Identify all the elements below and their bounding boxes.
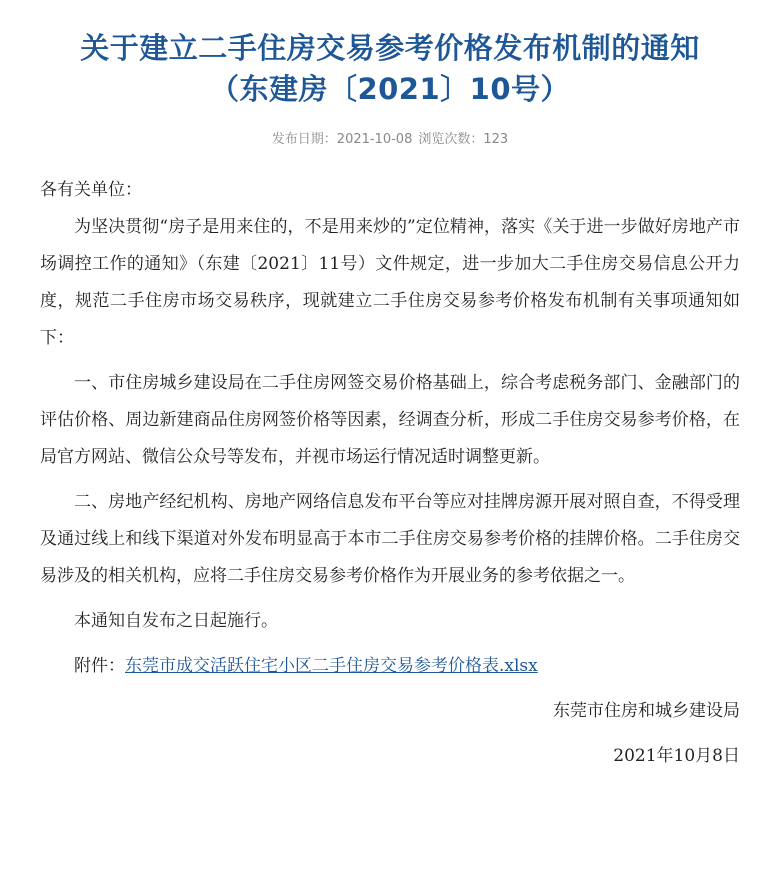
- article-body: [40, 172, 740, 775]
- title-line-1: 关于建立二手住房交易参考价格发布机制的通知: [80, 31, 700, 65]
- article-meta: [40, 130, 740, 150]
- publish-date-label: 发布日期：: [271, 132, 337, 147]
- attachment-link[interactable]: 东莞市成交活跃住宅小区二手住房交易参考价格表.xlsx: [125, 656, 538, 676]
- issuer-signature: 东莞市住房和城乡建设局: [553, 701, 740, 721]
- view-count-value: 123: [483, 132, 509, 147]
- page-title: [40, 28, 740, 110]
- title-line-2: （东建房〔2021〕10号）: [209, 72, 571, 106]
- attachment-row: [40, 648, 740, 685]
- issue-date: 2021年10月8日: [613, 746, 740, 766]
- paragraph-item-2: 二、房地产经纪机构、房地产网络信息发布平台等应对挂牌房源开展对照自查，不得受理及通过线上和线下渠道对外发布明显高于本市二手住房交易参考价格的挂牌价格。二手住房交易涉及的相关机构，应将二手住房交易参考价格作为开展业务的参考依据之一。: [40, 492, 740, 586]
- salutation: 各有关单位：: [40, 180, 142, 200]
- publish-date-value: 2021-10-08: [336, 132, 413, 147]
- paragraph-intro: 为坚决贯彻“房子是用来住的，不是用来炒的”定位精神，落实《关于进一步做好房地产市场调控工作的通知》（东建〔2021〕11号）文件规定，进一步加大二手住房交易信息公开力度，规范二手住房市场交易秩序，现就建立二手住房交易参考价格发布机制有关事项通知如下：: [40, 217, 740, 348]
- view-count-label: 浏览次数：: [418, 132, 484, 147]
- paragraph-item-1: 一、市住房城乡建设局在二手住房网签交易价格基础上，综合考虑税务部门、金融部门的评估价格、周边新建商品住房网签价格等因素，经调查分析，形成二手住房交易参考价格，在局官方网站、微信公众号等发布，并视市场运行情况适时调整更新。: [40, 373, 740, 467]
- attachment-label: 附件：: [74, 656, 125, 676]
- paragraph-effective: 本通知自发布之日起施行。: [74, 611, 278, 631]
